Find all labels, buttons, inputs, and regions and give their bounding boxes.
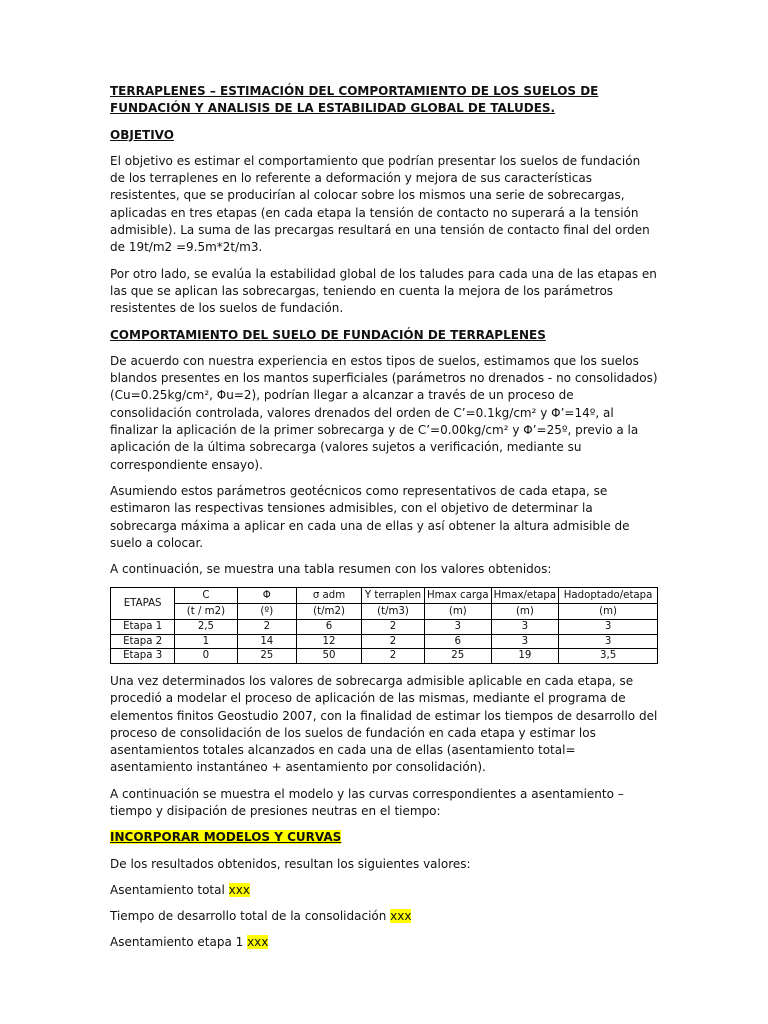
result-value: xxx <box>247 935 269 950</box>
comportamiento-paragraph-2: Asumiendo estos parámetros geotécnicos como representativos de cada etapa, se estimaron las respectivas tensiones admisibles, con el objetivo de determinar la sobrecarga máxima a aplicar en cada una de ellas y así obtener la altura admisible de suelo a colocar. <box>110 483 630 550</box>
result-value: xxx <box>228 882 250 897</box>
table-header-c: C <box>175 588 237 604</box>
table-header-phi: Φ <box>237 588 296 604</box>
objetivo-heading: OBJETIVO <box>110 127 174 142</box>
objetivo-paragraph-2: Por otro lado, se evalúa la estabilidad global de los taludes para cada una de las etapas en las que se aplican las sobrecargas, teniendo en cuenta la mejora de los parámetros resistentes de los suelos de fundación. <box>110 266 657 316</box>
table-cell: 3,5 <box>559 649 658 664</box>
table-unit-gamma-terraplen: (t/m3) <box>362 604 425 620</box>
result-asentamiento-total <box>110 882 658 899</box>
table-cell: 50 <box>297 649 362 664</box>
modelado-paragraph-1: Una vez determinados los valores de sobrecarga admisible aplicable en cada etapa, se procedió a modelar el proceso de aplicación de las mismas, mediante el programa de elementos finitos Geostudio 2007, con la finalidad de estimar los tiempos de desarrollo del proceso de consolidación de los suelos de fundación en cada etapa y estimar los asentamientos totales alcanzados en cada una de ellas (asentamiento total= asentamiento instantáneo + asentamiento por consolidación). <box>110 673 658 775</box>
objetivo-paragraph-1: El objetivo es estimar el comportamiento que podrían presentar los suelos de fundación de los terraplenes en lo referente a deformación y mejora de sus características resistentes, que se producirían al colocar sobre los mismos una serie de sobrecargas, aplicadas en tres etapas (en cada etapa la tensión de contacto no superará a la tensión admisible). La suma de las precargas resultará en una tensión de contacto final del orden de 19t/m2 =9.5m*2t/m3. <box>110 153 650 255</box>
table-unit-hmax-etapa: (m) <box>491 604 559 620</box>
table-cell: 3 <box>491 620 559 635</box>
table-row <box>111 620 658 635</box>
table-cell: 0 <box>175 649 237 664</box>
table-unit-phi: (º) <box>237 604 296 620</box>
result-value: xxx <box>390 909 412 924</box>
table-cell: 25 <box>424 649 491 664</box>
table-unit-sigma-adm: (t/m2) <box>297 604 362 620</box>
table-unit-row <box>111 604 658 620</box>
table-row <box>111 649 658 664</box>
table-cell: 2 <box>362 649 425 664</box>
result-asentamiento-etapa-1 <box>110 934 658 951</box>
table-header-row <box>111 588 658 604</box>
table-cell: 2 <box>362 620 425 635</box>
table-cell: 2,5 <box>175 620 237 635</box>
table-header-etapas: ETAPAS <box>111 588 175 620</box>
table-cell: 3 <box>559 620 658 635</box>
result-label: Asentamiento total <box>110 882 229 897</box>
table-unit-hadoptado-etapa: (m) <box>559 604 658 620</box>
table-cell: 6 <box>297 620 362 635</box>
table-cell: Etapa 3 <box>111 649 175 664</box>
table-cell: 2 <box>362 634 425 649</box>
summary-table <box>110 587 658 664</box>
document-title: TERRAPLENES – ESTIMACIÓN DEL COMPORTAMIENTO DE LOS SUELOS DE FUNDACIÓN Y ANALISIS DE LA ESTABILIDAD GLOBAL DE TALUDES. <box>110 84 599 116</box>
result-label: Asentamiento etapa 1 <box>110 935 248 950</box>
comportamiento-paragraph-3: A continuación, se muestra una tabla resumen con los valores obtenidos: <box>110 562 552 577</box>
document-page <box>110 83 658 961</box>
placeholder-heading-text: INCORPORAR MODELOS Y CURVAS <box>110 830 342 845</box>
table-header-hmax-carga: Hmax carga <box>424 588 491 604</box>
table-unit-hmax-carga: (m) <box>424 604 491 620</box>
table-header-gamma-terraplen: Υ terraplen <box>362 588 425 604</box>
table-cell: 14 <box>237 634 296 649</box>
placeholder-heading <box>110 829 658 846</box>
table-cell: 3 <box>491 634 559 649</box>
table-cell: 25 <box>237 649 296 664</box>
table-row <box>111 634 658 649</box>
table-cell: 12 <box>297 634 362 649</box>
modelado-paragraph-3: De los resultados obtenidos, resultan los siguientes valores: <box>110 856 471 871</box>
comportamiento-paragraph-1: De acuerdo con nuestra experiencia en estos tipos de suelos, estimamos que los suelos blandos presentes en los mantos superficiales (parámetros no drenados - no consolidados) (Cu=0.25kg/cm², Φu=2), podrían llegar a alcanzar a través de un proceso de consolidación controlada, valores drenados del orden de C’=0.1kg/cm² y Φ’=14º, al finalizar la aplicación de la primer sobrecarga y de C’=0.00kg/cm² y Φ’=25º, previo a la aplicación de la última sobrecarga (valores sujetos a verificación, mediante su correspondiente ensayo). <box>110 353 658 472</box>
table-header-sigma-adm: σ adm <box>297 588 362 604</box>
result-label: Tiempo de desarrollo total de la consolidación <box>110 909 391 924</box>
table-cell: 1 <box>175 634 237 649</box>
table-cell: 3 <box>559 634 658 649</box>
result-tiempo-desarrollo <box>110 908 658 925</box>
comportamiento-heading: COMPORTAMIENTO DEL SUELO DE FUNDACIÓN DE TERRAPLENES <box>110 327 546 342</box>
table-cell: 6 <box>424 634 491 649</box>
table-header-hadoptado-etapa: Hadoptado/etapa <box>559 588 658 604</box>
table-cell: 3 <box>424 620 491 635</box>
table-unit-c: (t / m2) <box>175 604 237 620</box>
modelado-paragraph-2: A continuación se muestra el modelo y las curvas correspondientes a asentamiento – tiempo y disipación de presiones neutras en el tiempo: <box>110 786 624 818</box>
table-header-hmax-etapa: Hmax/etapa <box>491 588 559 604</box>
table-cell: Etapa 2 <box>111 634 175 649</box>
table-cell: 19 <box>491 649 559 664</box>
table-cell: Etapa 1 <box>111 620 175 635</box>
table-cell: 2 <box>237 620 296 635</box>
